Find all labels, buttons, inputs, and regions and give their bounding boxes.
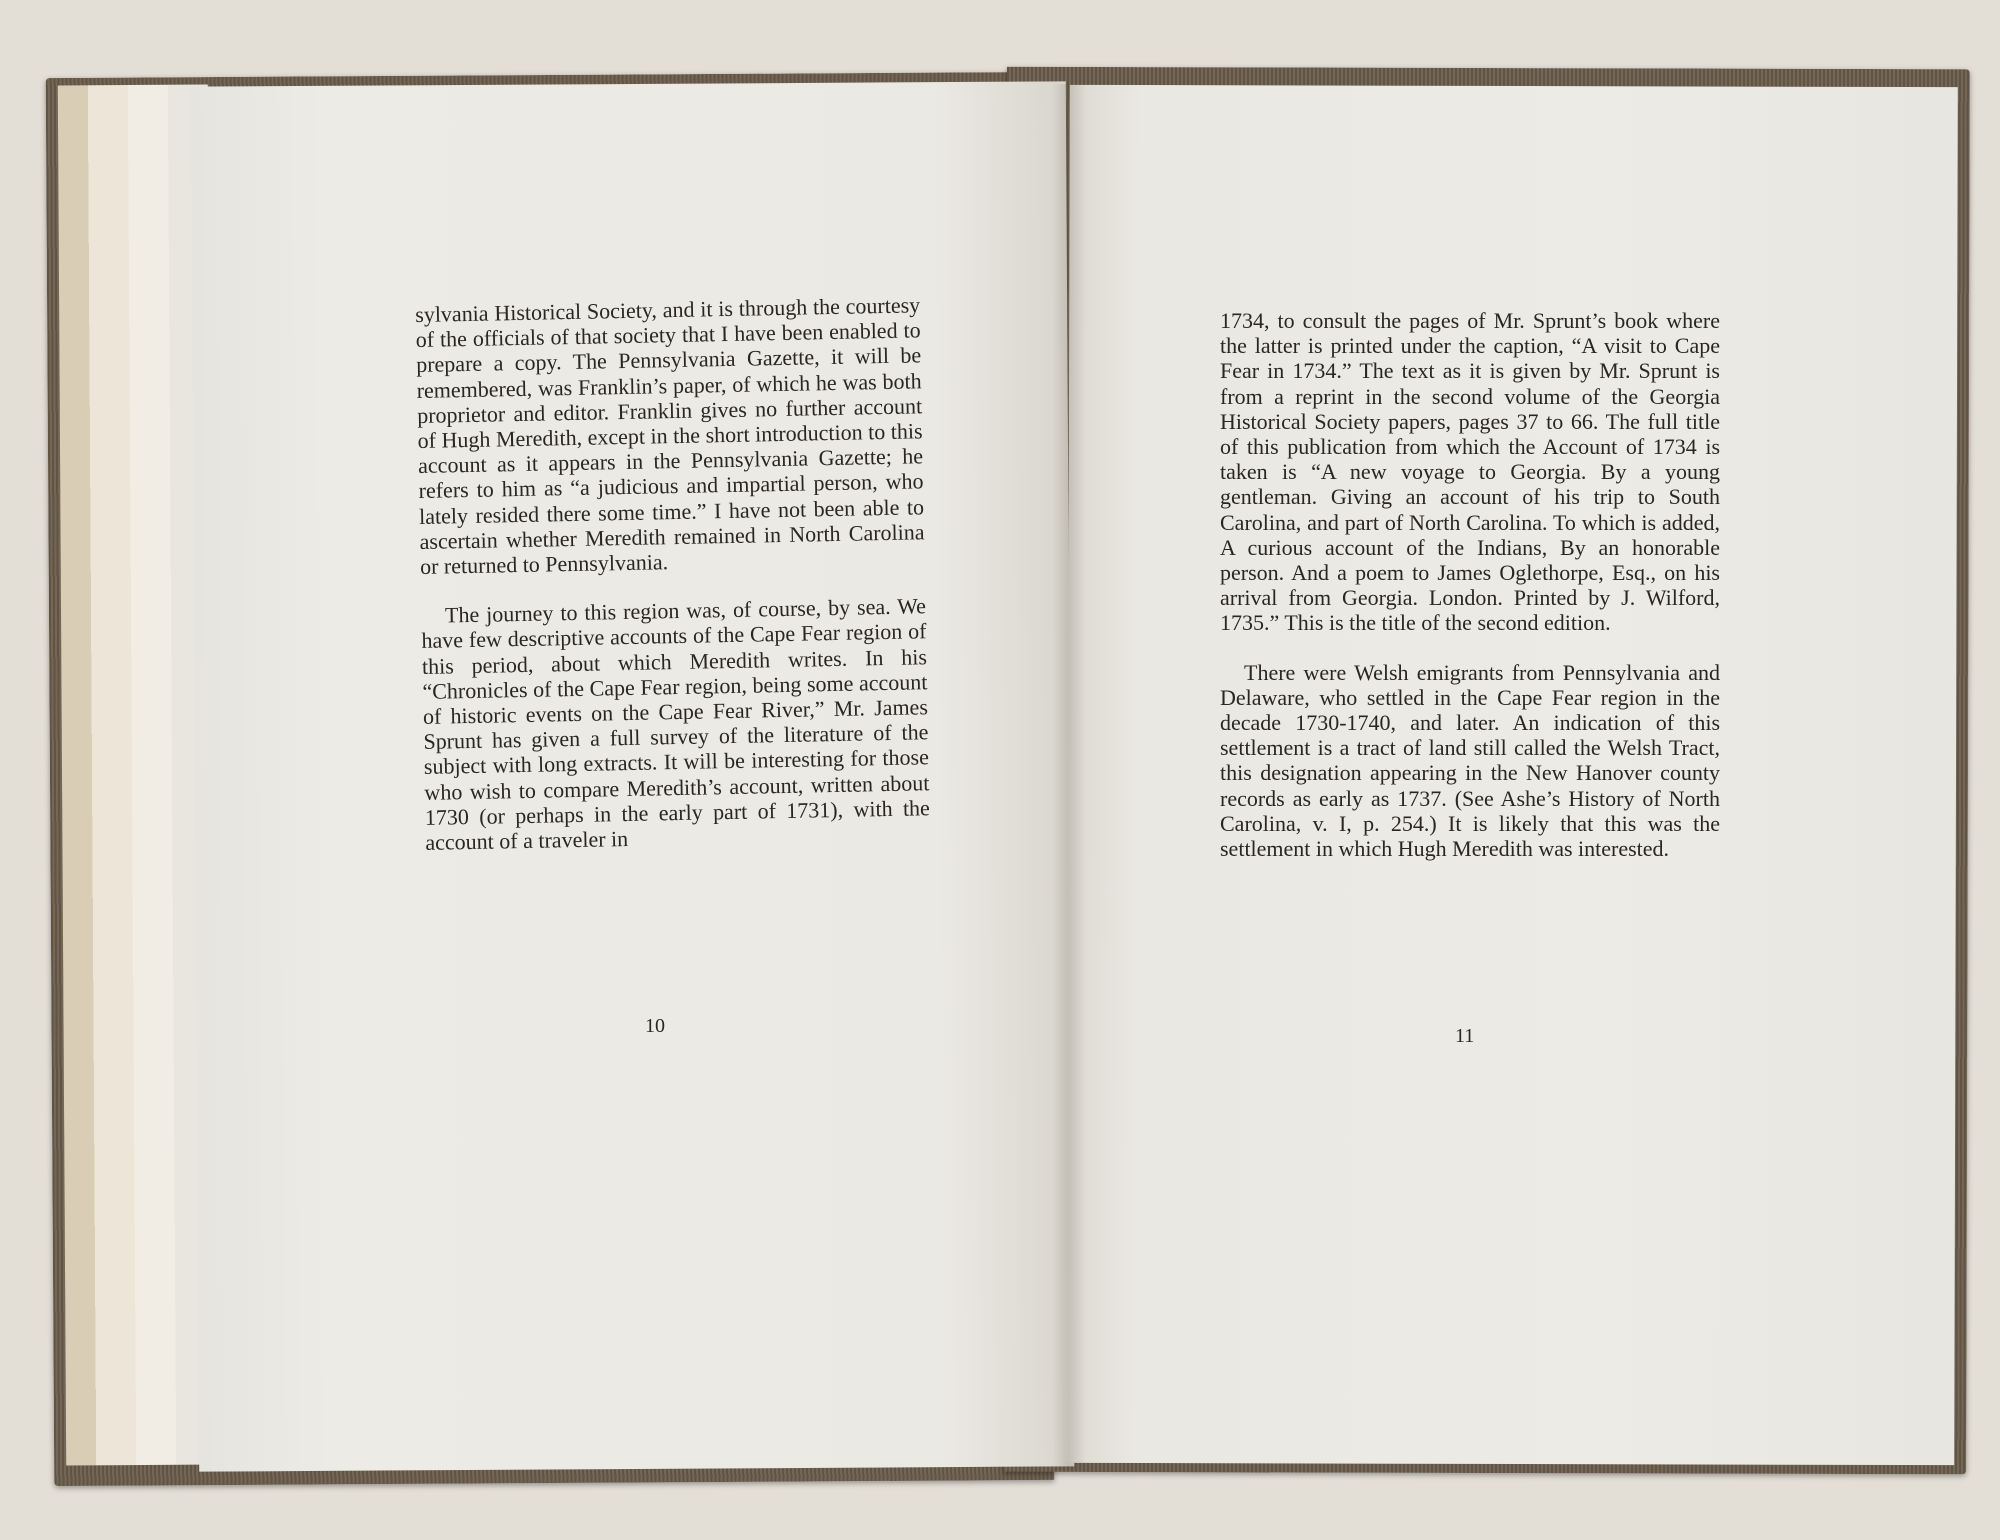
- left-paragraph-2: The journey to this region was, of course, by sea. We have few descriptive accounts of the Cape Fear region of this period, about which Meredith writes. In his “Chronicles of the Cape Fear region, being some account of historic events on the Cape Fear River,” Mr. James Sprunt has given a full survey of the literature of the subject with long extracts. It will be interesting for those who wish to compare Meredith’s account, written about 1730 (or perhaps in the early part of 1731), with the account of a traveler in: [421, 593, 931, 855]
- book-gutter: [1052, 84, 1086, 1469]
- right-paragraph-1: 1734, to consult the pages of Mr. Sprunt’s book where the latter is printed under the caption, “A visit to Cape Fear in 1734.” The text as it is given by Mr. Sprunt is from a reprint in the second volume of the Georgia Historical Society papers, pages 37 to 66. The full title of this publication from which the Account of 1734 is taken is “A new voyage to Georgia. By a young gentleman. Giving an account of his trip to South Carolina, and part of North Carolina. To which is added, A curious account of the Indians, By an honorable person. And a poem to James Oglethorpe, Esq., on his arrival from Georgia. London. Printed by J. Wilford, 1735.” This is the title of the second edition.: [1220, 308, 1720, 636]
- left-page-text: [415, 292, 931, 855]
- left-page-number: 10: [645, 1015, 665, 1037]
- left-paragraph-1: sylvania Historical Society, and it is through the courtesy of the officials of that society that I have been enabled to prepare a copy. The Pennsylvania Gazette, it will be remembered, was Franklin’s paper, of which he was both proprietor and editor. Franklin gives no further account of Hugh Meredith, except in the short introduction to this account as it appears in the Pennsylvania Gazette; he refers to him as “a judicious and impartial person, who lately resided there some time.” I have not been able to ascertain whether Meredith remained in North Carolina or returned to Pennsylvania.: [415, 292, 925, 579]
- right-page-text: [1220, 308, 1720, 861]
- right-paragraph-2: There were Welsh emigrants from Pennsylvania and Delaware, who settled in the Cape Fear region in the decade 1730-1740, and later. An indication of this settlement is a tract of land still called the Welsh Tract, this designation appearing in the New Hanover county records as early as 1737. (See Ashe’s History of North Carolina, v. I, p. 254.) It is likely that this was the settlement in which Hugh Meredith was interested.: [1220, 659, 1720, 862]
- right-page-number: 11: [1455, 1025, 1475, 1047]
